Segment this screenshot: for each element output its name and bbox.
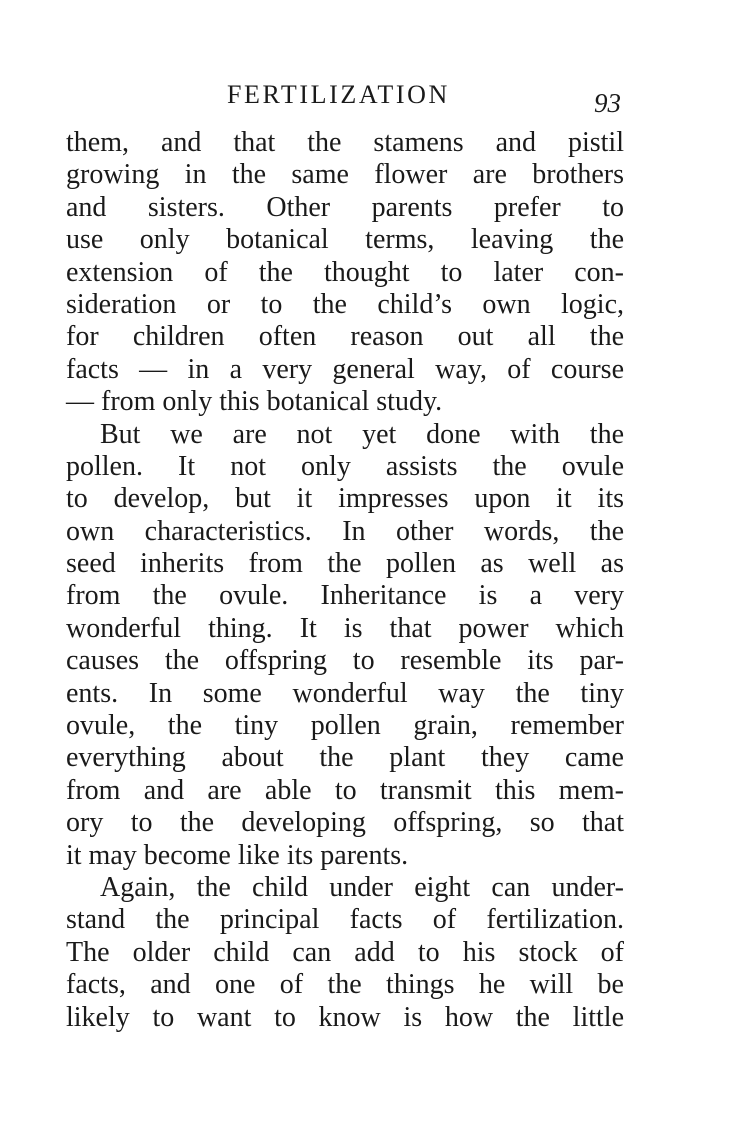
text-line: to develop, but it impresses upon it its: [66, 483, 624, 515]
text-line: Again, the child under eight can under-: [100, 871, 624, 903]
text-line: extension of the thought to later con-: [66, 256, 624, 288]
text-line: for children often reason out all the: [66, 321, 624, 353]
text-line: own characteristics. In other words, the: [66, 515, 624, 547]
text-line: ory to the developing offspring, so that: [66, 807, 624, 839]
text-line: sideration or to the child’s own logic,: [66, 288, 624, 320]
text-line: But we are not yet done with the: [100, 418, 624, 450]
text-line: and sisters. Other parents prefer to: [66, 191, 624, 223]
text-line: from and are able to transmit this mem-: [66, 774, 624, 806]
text-line: it may become like its parents.: [66, 839, 409, 871]
chapter-title: FERTILIZATION: [227, 80, 450, 109]
text-line: likely to want to know is how the little: [66, 1001, 624, 1033]
text-line: The older child can add to his stock of: [66, 936, 624, 968]
body-text: [66, 127, 624, 1034]
text-line: use only botanical terms, leaving the: [66, 224, 624, 256]
text-line: everything about the plant they came: [66, 742, 624, 774]
text-line: seed inherits from the pollen as well as: [66, 548, 624, 580]
text-line: from the ovule. Inheritance is a very: [66, 580, 624, 612]
text-line: facts — in a very general way, of course: [66, 353, 624, 385]
running-head: [0, 78, 743, 118]
text-line: growing in the same flower are brothers: [66, 159, 624, 191]
text-line: ents. In some wonderful way the tiny: [66, 677, 624, 709]
text-line: — from only this botanical study.: [66, 386, 443, 418]
text-line: causes the offspring to resemble its par-: [66, 645, 624, 677]
text-line: stand the principal facts of fertilization.: [66, 904, 624, 936]
page-number: 93: [594, 88, 621, 118]
text-line: facts, and one of the things he will be: [66, 969, 624, 1001]
text-line: ovule, the tiny pollen grain, remember: [66, 710, 624, 742]
text-line: them, and that the stamens and pistil: [66, 127, 624, 158]
text-line: wonderful thing. It is that power which: [66, 612, 624, 644]
text-line: pollen. It not only assists the ovule: [66, 450, 624, 482]
